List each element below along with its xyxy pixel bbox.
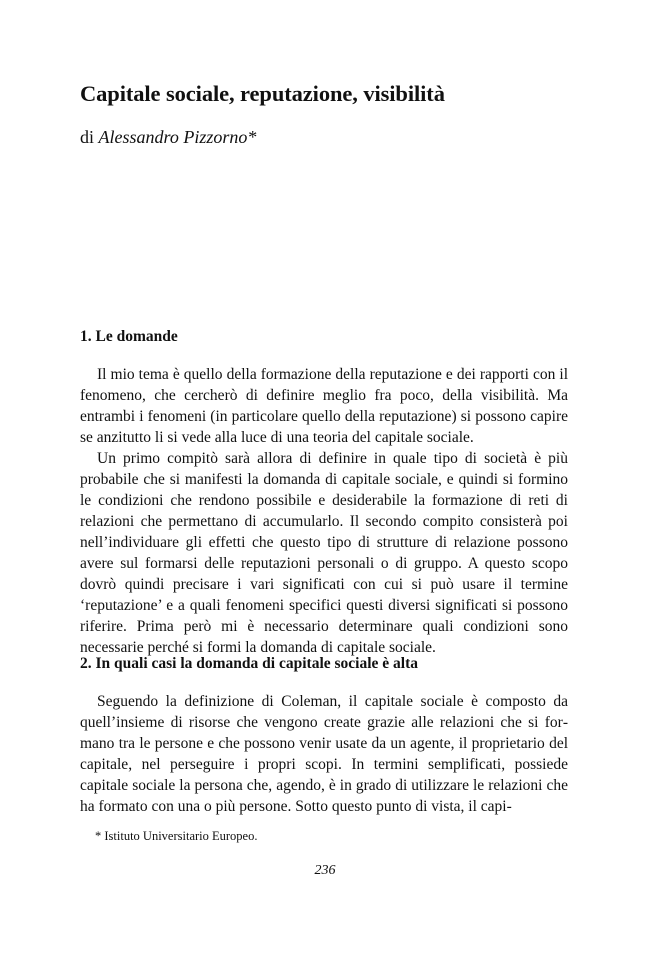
byline-prefix: di	[80, 127, 95, 147]
paragraph: Il mio tema è quello della formazione della reputazione e dei rapporti con il fenomeno, che cercherò di definire meglio fra poco, della visibilità. Ma entrambi i fenomeni (in particolare quello della reputazione) si possono capire se anzitutto li si vede alla luce di una teoria del capitale sociale.	[80, 366, 568, 446]
page-number: 236	[314, 863, 336, 878]
paragraph: Un primo compitò sarà allora di definire in quale tipo di società è più probabile che si manifesti la domanda di capitale sociale, e quindi si formino le condizioni che rendono possibile e desiderabile la formazione di reti di relazioni che permettano di accumularlo. Il secondo compito consisterà poi nell’individuare gli effetti che questo tipo di strutture di relazione possono avere sul formarsi delle reputazioni personali o di gruppo. A questo scopo dovrò quindi precisare i vari significati con cui si può usare il termine ‘reputazione’ e a quali fenomeni specifici questi diversi significati si possono riferire. Prima però mi è necessario determinare quali condizioni sono necessarie perché si formi la domanda di capitale sociale.	[80, 450, 568, 656]
section-heading-1: 1. Le domande	[80, 328, 178, 345]
paragraph: Seguendo la definizione di Coleman, il capitale sociale è composto da quell’insieme di risorse che vengono create grazie alle relazioni che si formano tra le persone e che possono venir usate da un agente, il proprietario del capitale, nel perseguire i propri scopi. In termini semplificati, possiede capitale sociale la persona che, agendo, è in grado di utilizzare le relazioni che ha formato con una o più persone. Sotto questo punto di vista, il capi-	[80, 693, 568, 815]
footnote: * Istituto Universitario Europeo.	[95, 829, 258, 843]
section-heading-2: 2. In quali casi la domanda di capitale sociale è alta	[80, 655, 419, 672]
author-name: Alessandro Pizzorno*	[98, 127, 257, 147]
article-title: Capitale sociale, reputazione, visibilità	[80, 81, 445, 106]
byline	[80, 125, 256, 149]
section-body-2	[80, 691, 568, 817]
section-body-1	[80, 364, 568, 658]
